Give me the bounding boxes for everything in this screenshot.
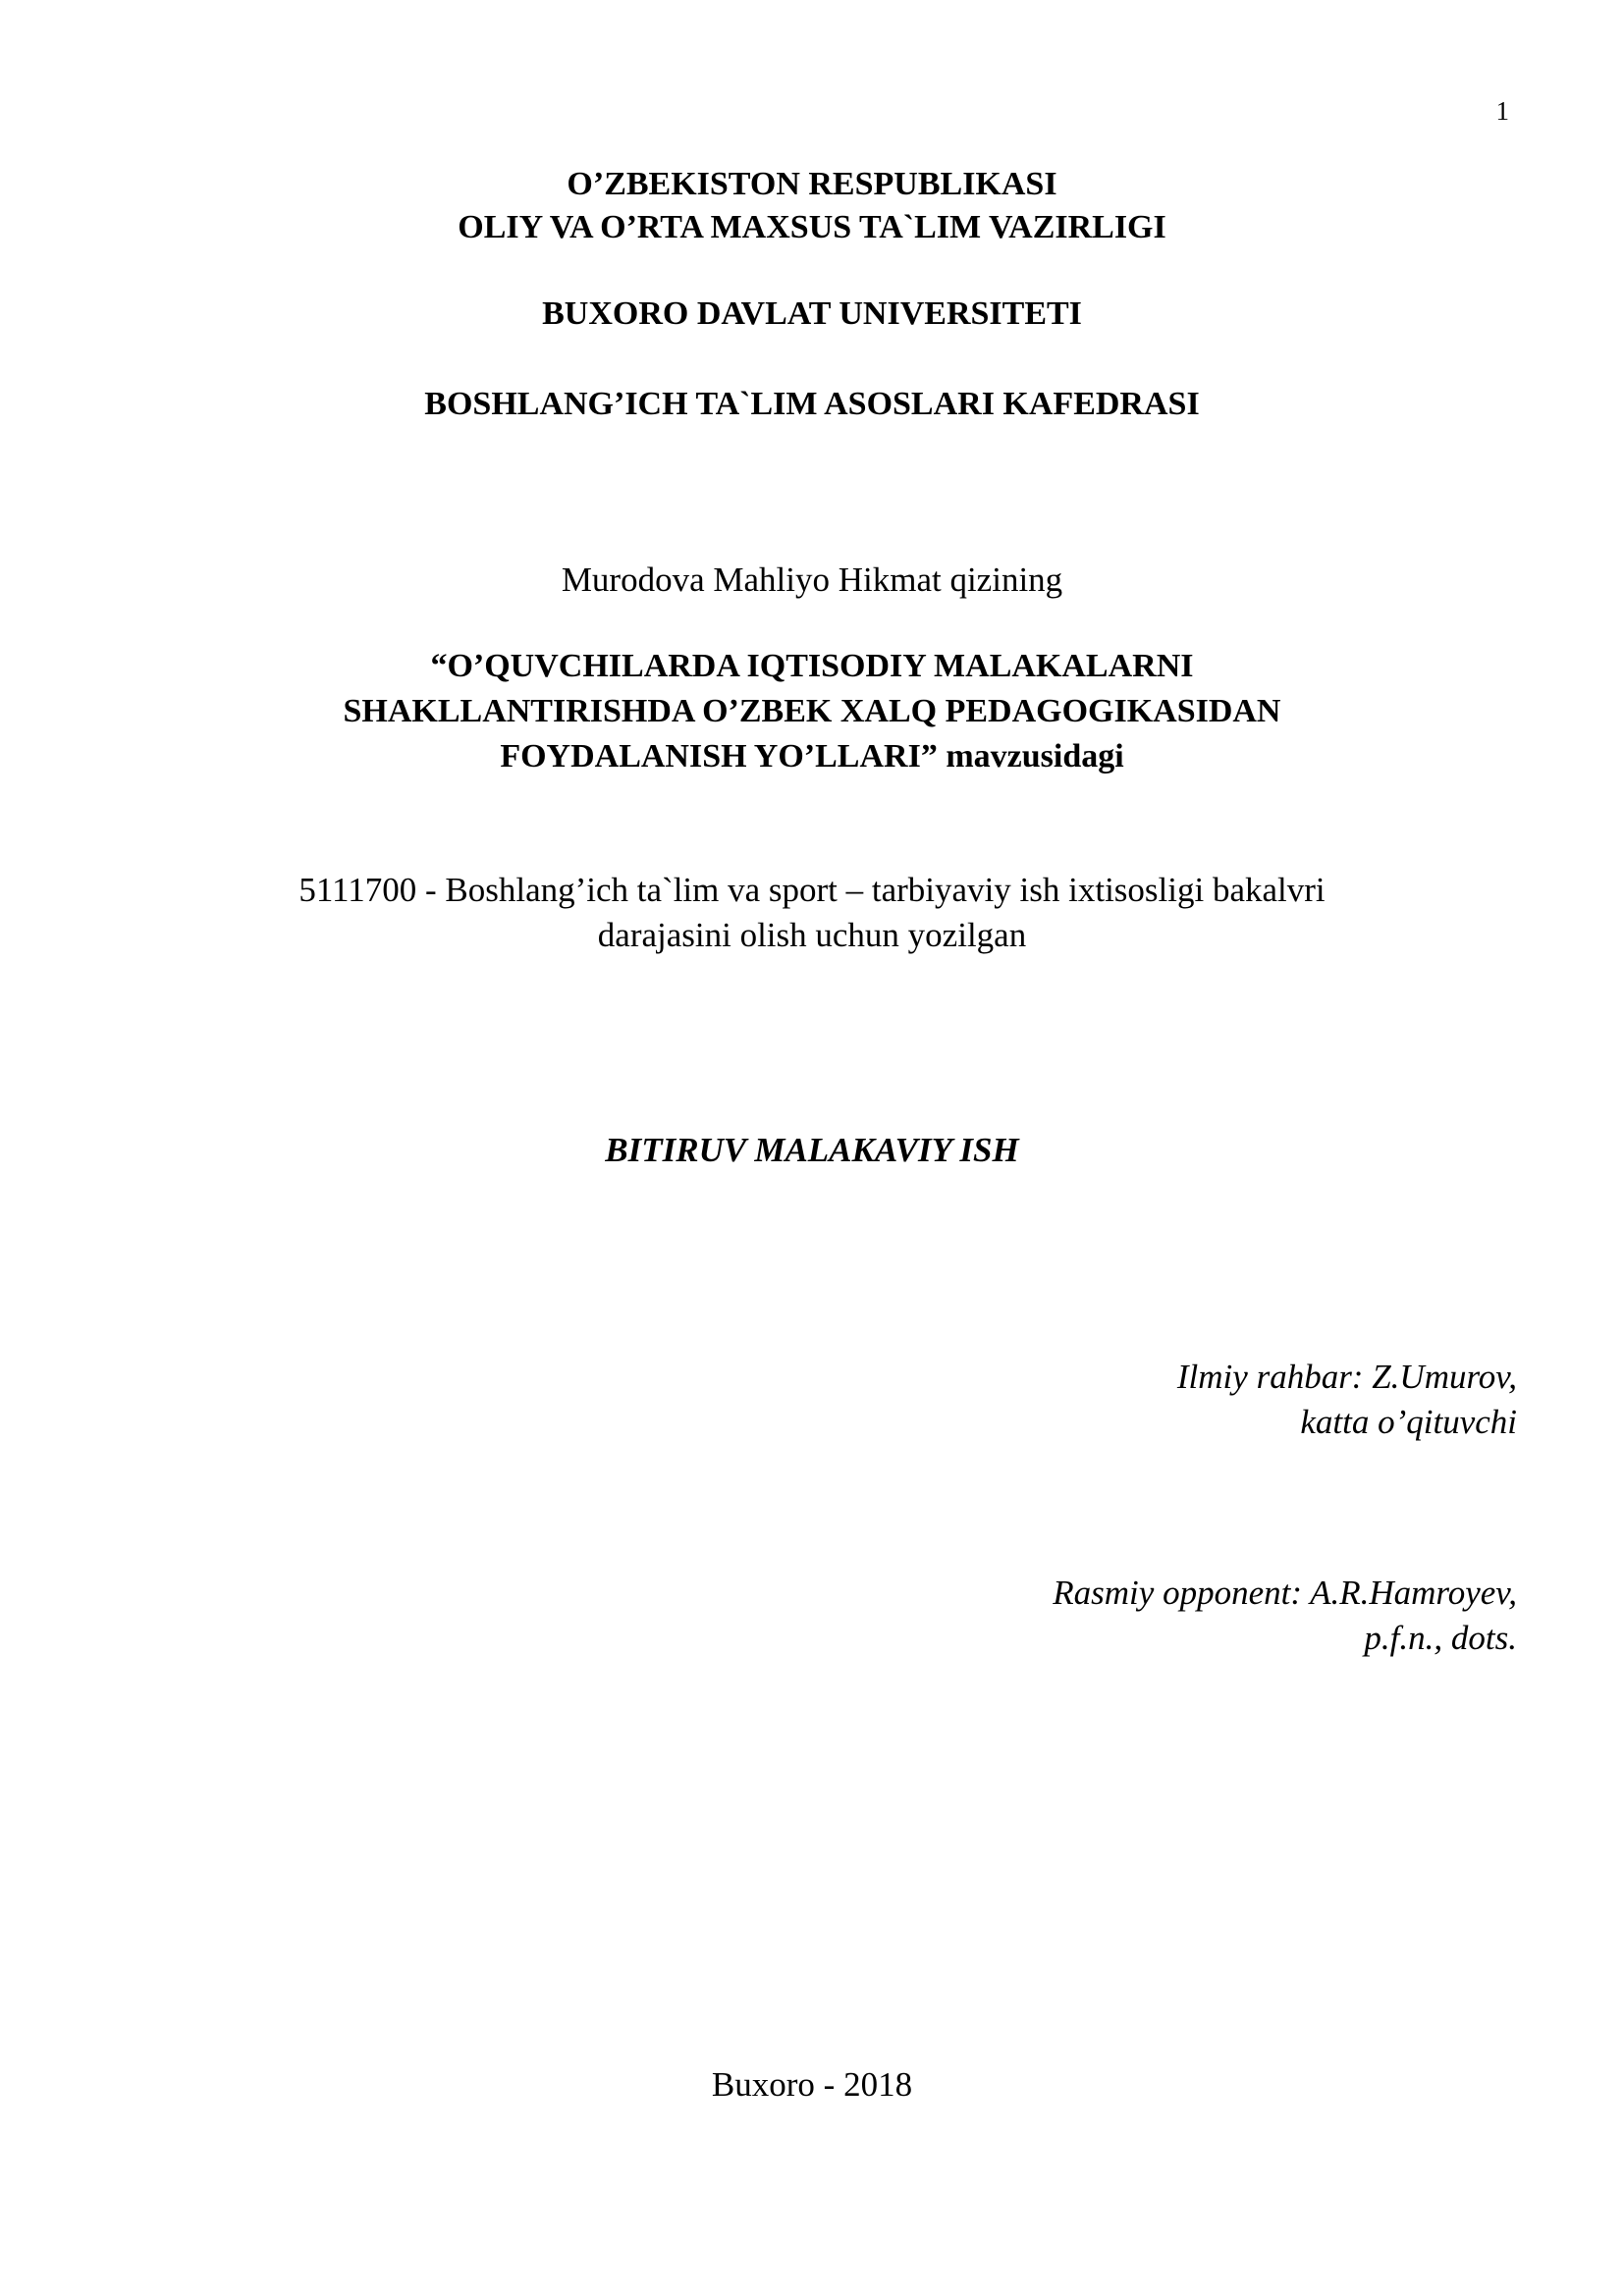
supervisor-line-2: katta o’qituvchi bbox=[1300, 1403, 1517, 1441]
opponent-line-1: Rasmiy opponent: A.R.Hamroyev, bbox=[1053, 1574, 1517, 1612]
department-heading: BOSHLANG’ICH TA`LIM ASOSLARI KAFEDRASI bbox=[424, 386, 1200, 422]
specialty-line-1: 5111700 - Boshlang’ich ta`lim va sport – tarbiyaviy ish ixtisosligi bakalvri bbox=[298, 871, 1326, 909]
page-number: 1 bbox=[1495, 96, 1509, 126]
author-name: Murodova Mahliyo Hikmat qizining bbox=[561, 561, 1063, 599]
work-type: BITIRUV MALAKAVIY ISH bbox=[605, 1131, 1019, 1169]
university-heading: BUXORO DAVLAT UNIVERSITETI bbox=[542, 295, 1082, 332]
specialty-line-2: darajasini olish uchun yozilgan bbox=[597, 916, 1027, 954]
opponent-line-2: p.f.n., dots. bbox=[1364, 1619, 1517, 1657]
republic-heading: O’ZBEKISTON RESPUBLIKASI bbox=[567, 166, 1057, 202]
thesis-title-line-3: FOYDALANISH YO’LLARI” mavzusidagi bbox=[500, 738, 1124, 774]
supervisor-line-1: Ilmiy rahbar: Z.Umurov, bbox=[1176, 1358, 1517, 1396]
ministry-heading: OLIY VA O’RTA MAXSUS TA`LIM VAZIRLIGI bbox=[458, 209, 1166, 245]
thesis-title-line-1: “O’QUVCHILARDA IQTISODIY MALAKALARNI bbox=[430, 648, 1194, 684]
thesis-title-line-2: SHAKLLANTIRISHDA O’ZBEK XALQ PEDAGOGIKASIDAN bbox=[343, 693, 1281, 729]
city-year-footer: Buxoro - 2018 bbox=[711, 2065, 913, 2104]
